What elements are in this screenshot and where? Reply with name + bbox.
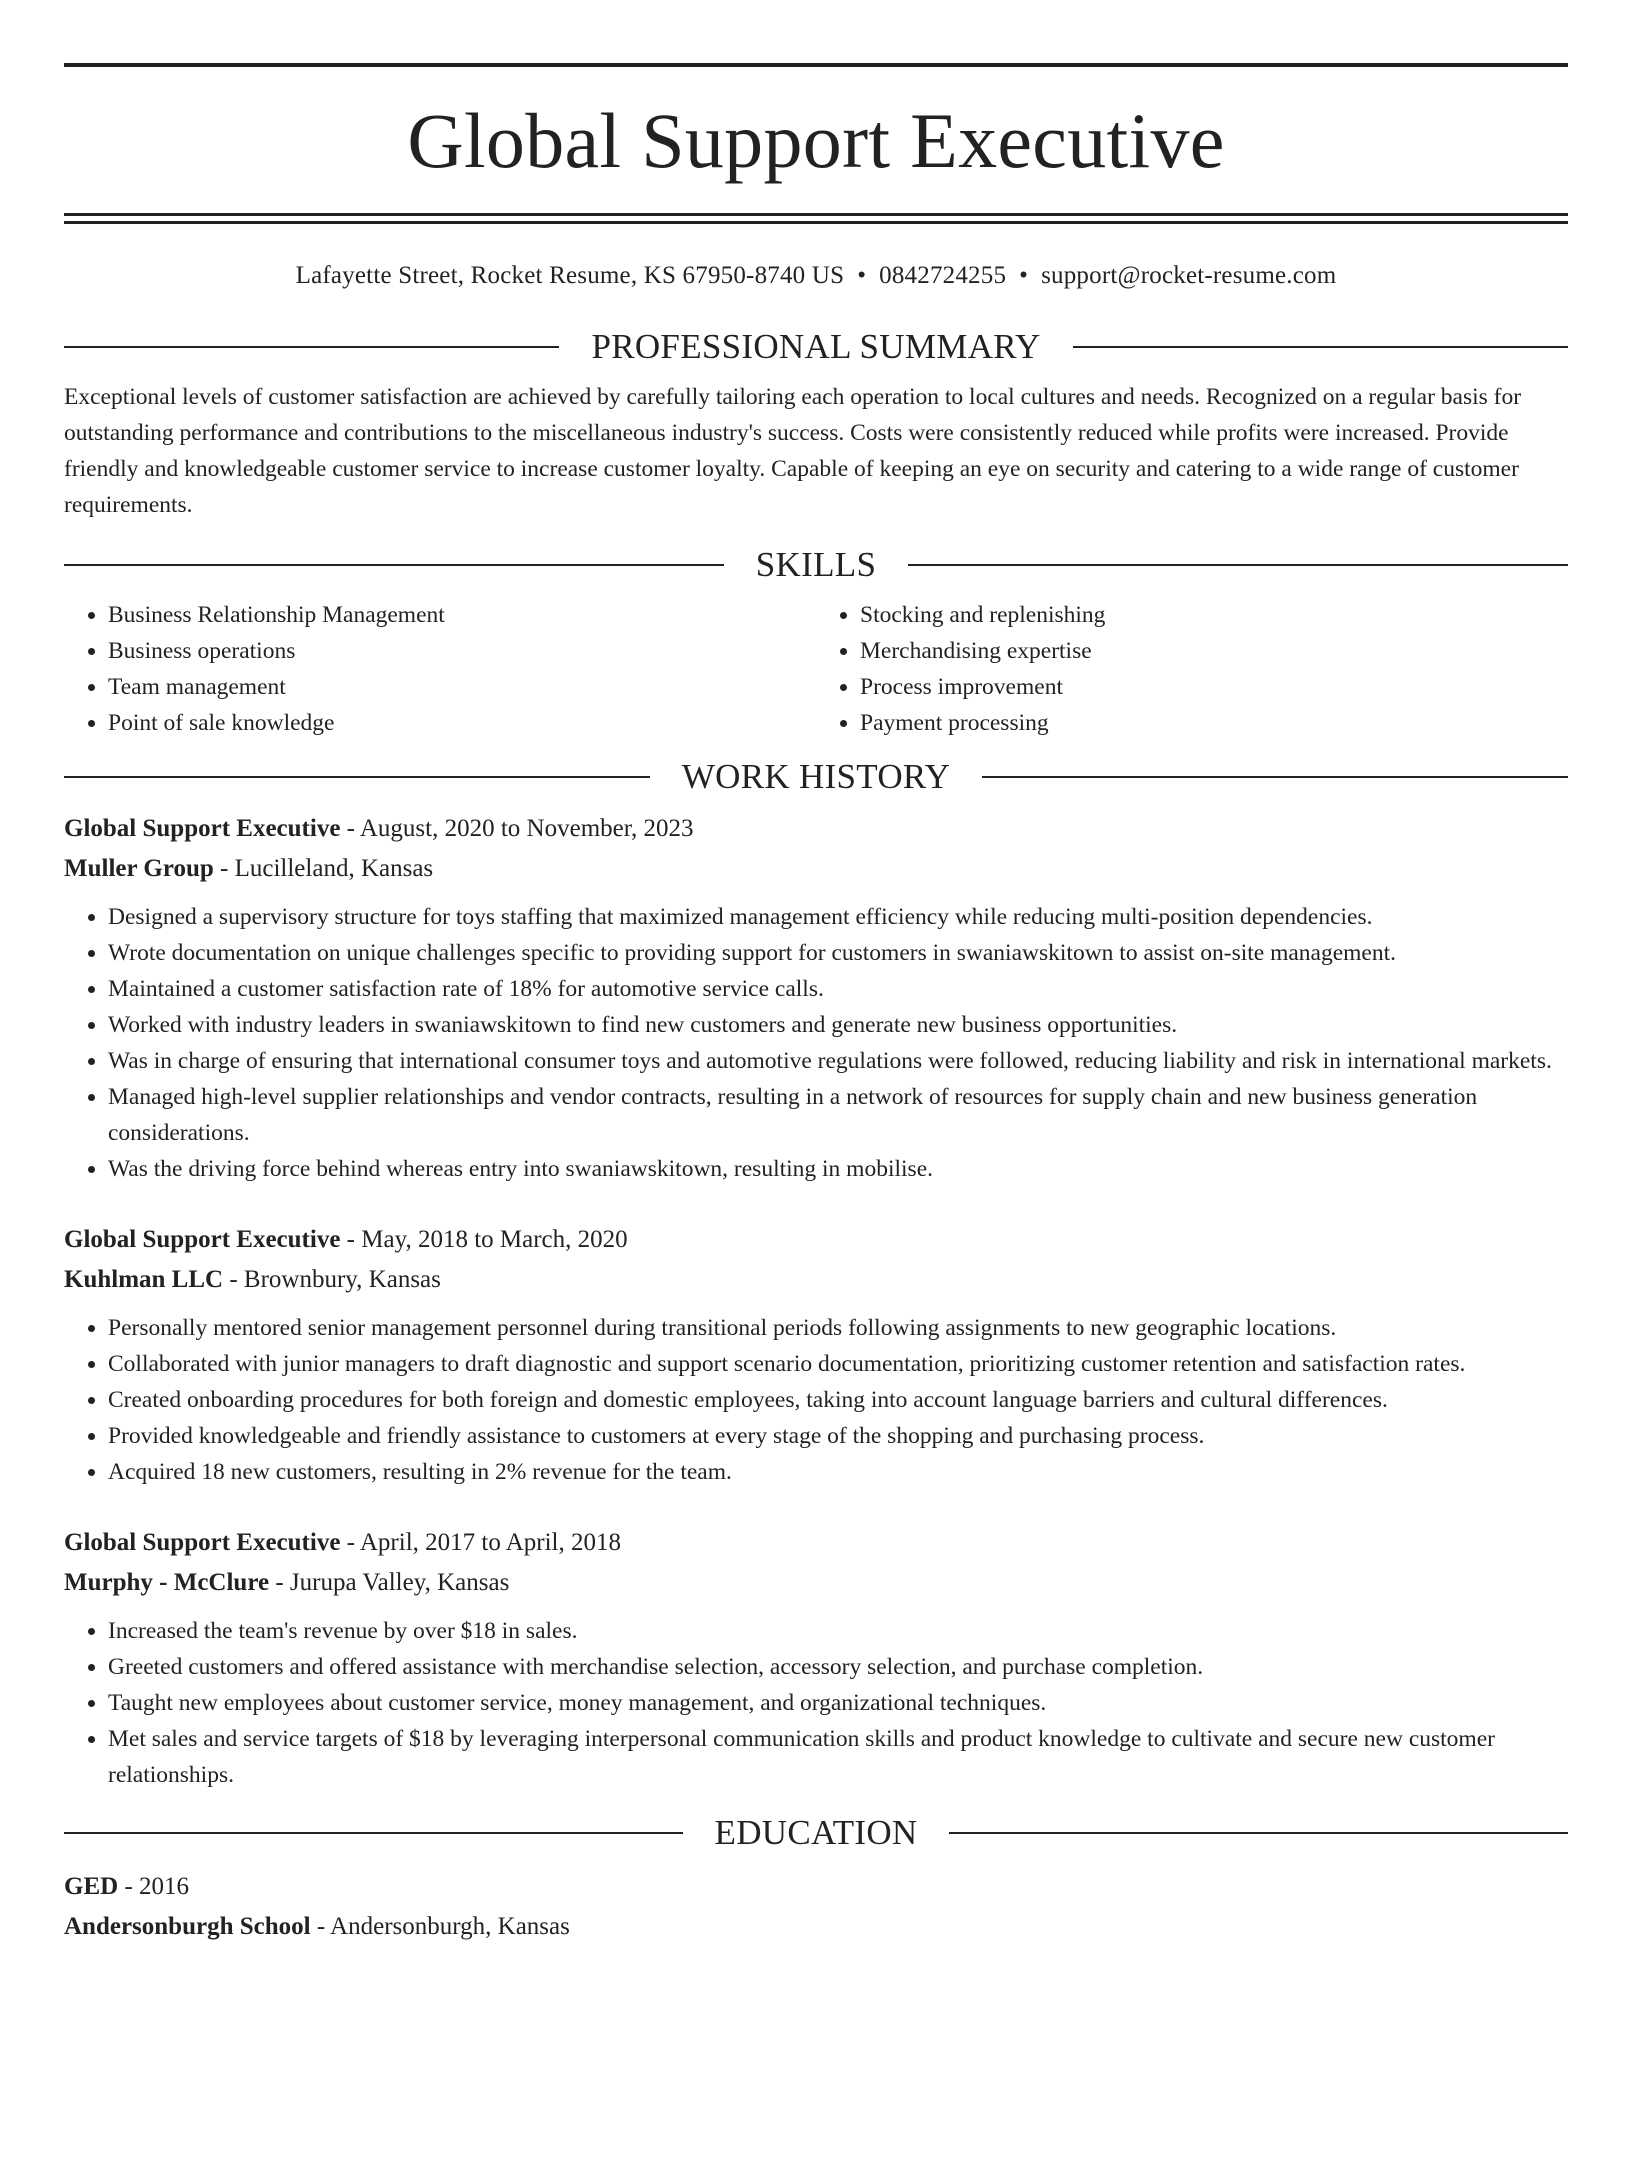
education-location: - Andersonburgh, Kansas	[310, 1913, 570, 1940]
job-dates: - August, 2020 to November, 2023	[340, 815, 694, 842]
skill-item: • Stocking and replenishing	[860, 597, 1568, 633]
section-rule-right	[982, 776, 1568, 778]
job-company: Muller Group	[64, 855, 214, 882]
job-location: - Brownbury, Kansas	[223, 1266, 441, 1293]
skills-section-header	[64, 545, 1568, 585]
education-section-header	[64, 1813, 1568, 1853]
job-title-line	[64, 1523, 1568, 1563]
skill-item: • Process improvement	[860, 669, 1568, 705]
job-bullet: • Met sales and service targets of $18 by leveraging interpersonal communication skills and product knowledge to cultivate and secure new customer relationships.	[108, 1721, 1568, 1793]
job-bullet: • Taught new employees about customer service, money management, and organizational techniques.	[108, 1685, 1568, 1721]
skill-item: • Payment processing	[860, 705, 1568, 741]
skills-column-left	[64, 597, 816, 741]
job-bullet: • Created onboarding procedures for both foreign and domestic employees, taking into account language barriers and cultural differences.	[108, 1382, 1568, 1418]
resume-page	[0, 63, 1632, 2175]
double-rule	[64, 213, 1568, 224]
job-title-line	[64, 1220, 1568, 1260]
education-entry	[64, 1867, 1568, 1947]
contact-email: support@rocket-resume.com	[1041, 262, 1337, 289]
education-school: Andersonburgh School	[64, 1913, 311, 1940]
job-bullet: • Managed high-level supplier relationships and vendor contracts, resulting in a network of resources for supply chain and new business generation considerations.	[108, 1079, 1568, 1151]
job-bullets	[64, 1310, 1568, 1490]
section-title: SKILLS	[755, 545, 877, 584]
work-section-header	[64, 757, 1568, 797]
contact-address: Lafayette Street, Rocket Resume, KS 67950-8740 US	[295, 262, 845, 289]
candidate-name: Global Support Executive	[407, 97, 1225, 184]
job-role: Global Support Executive	[64, 1529, 341, 1556]
job-company-line	[64, 1260, 1568, 1300]
job-company-line	[64, 849, 1568, 889]
skills-column-right	[816, 597, 1568, 741]
job-company: Kuhlman LLC	[64, 1266, 224, 1293]
skill-item: • Team management	[108, 669, 816, 705]
job-bullets	[64, 899, 1568, 1187]
skill-item: • Business Relationship Management	[108, 597, 816, 633]
job-role: Global Support Executive	[64, 1226, 341, 1253]
section-title: PROFESSIONAL SUMMARY	[591, 327, 1041, 366]
job-dates: - April, 2017 to April, 2018	[340, 1529, 621, 1556]
job-bullet: • Provided knowledgeable and friendly assistance to customers at every stage of the shopping and purchasing process.	[108, 1418, 1568, 1454]
education-school-line	[64, 1907, 1568, 1947]
job-bullet: • Was in charge of ensuring that international consumer toys and automotive regulations were followed, reducing liability and risk in international markets.	[108, 1043, 1568, 1079]
skills-list	[64, 597, 1568, 741]
job-entry	[64, 809, 1568, 1187]
contact-line	[64, 261, 1568, 291]
job-bullet: • Wrote documentation on unique challenges specific to providing support for customers in swaniawskitown to assist on-site management.	[108, 935, 1568, 971]
section-rule-left	[64, 346, 559, 348]
job-bullet: • Designed a supervisory structure for toys staffing that maximized management efficiency while reducing multi-position dependencies.	[108, 899, 1568, 935]
skill-item: • Point of sale knowledge	[108, 705, 816, 741]
job-bullet: • Acquired 18 new customers, resulting in 2% revenue for the team.	[108, 1454, 1568, 1490]
contact-separator: •	[857, 262, 867, 289]
education-degree: GED	[64, 1873, 119, 1900]
job-bullet: • Collaborated with junior managers to draft diagnostic and support scenario documentation, prioritizing customer retention and satisfaction rates.	[108, 1346, 1568, 1382]
education-degree-line	[64, 1867, 1568, 1907]
job-bullet: • Was the driving force behind whereas entry into swaniawskitown, resulting in mobilise.	[108, 1151, 1568, 1187]
job-location: - Lucilleland, Kansas	[213, 855, 434, 882]
job-company: Murphy - McClure	[64, 1569, 270, 1596]
section-rule-left	[64, 564, 724, 566]
section-rule-right	[1073, 346, 1568, 348]
section-title: EDUCATION	[714, 1813, 918, 1852]
skill-item: • Merchandising expertise	[860, 633, 1568, 669]
job-entry	[64, 1220, 1568, 1490]
section-title: WORK HISTORY	[681, 757, 951, 796]
job-entry	[64, 1523, 1568, 1793]
job-dates: - May, 2018 to March, 2020	[340, 1226, 628, 1253]
job-company-line	[64, 1563, 1568, 1603]
skill-item: • Business operations	[108, 633, 816, 669]
job-bullet: • Increased the team's revenue by over $18 in sales.	[108, 1613, 1568, 1649]
job-bullet: • Greeted customers and offered assistance with merchandise selection, accessory selection, and purchase completion.	[108, 1649, 1568, 1685]
job-title-line	[64, 809, 1568, 849]
summary-section-header	[64, 327, 1568, 367]
summary-text: Exceptional levels of customer satisfaction are achieved by carefully tailoring each operation to local cultures and needs. Recognized on a regular basis for outstanding performance and contributions to the miscellaneous industry's success. Costs were consistently reduced while profits were increased. Provide friendly and knowledgeable customer service to increase customer loyalty. Capable of keeping an eye on security and catering to a wide range of customer requirements.	[64, 384, 1522, 518]
job-bullet: • Worked with industry leaders in swaniawskitown to find new customers and generate new business opportunities.	[108, 1007, 1568, 1043]
contact-phone: 0842724255	[879, 262, 1007, 289]
section-rule-right	[908, 564, 1568, 566]
contact-separator: •	[1019, 262, 1029, 289]
education-year: - 2016	[118, 1873, 190, 1900]
section-rule-left	[64, 1832, 683, 1834]
job-bullets	[64, 1613, 1568, 1793]
top-rule	[64, 63, 1568, 67]
job-role: Global Support Executive	[64, 815, 341, 842]
section-rule-left	[64, 776, 650, 778]
section-rule-right	[949, 1832, 1568, 1834]
job-bullet: • Personally mentored senior management personnel during transitional periods following assignments to new geographic locations.	[108, 1310, 1568, 1346]
job-location: - Jurupa Valley, Kansas	[269, 1569, 510, 1596]
job-bullet: • Maintained a customer satisfaction rate of 18% for automotive service calls.	[108, 971, 1568, 1007]
